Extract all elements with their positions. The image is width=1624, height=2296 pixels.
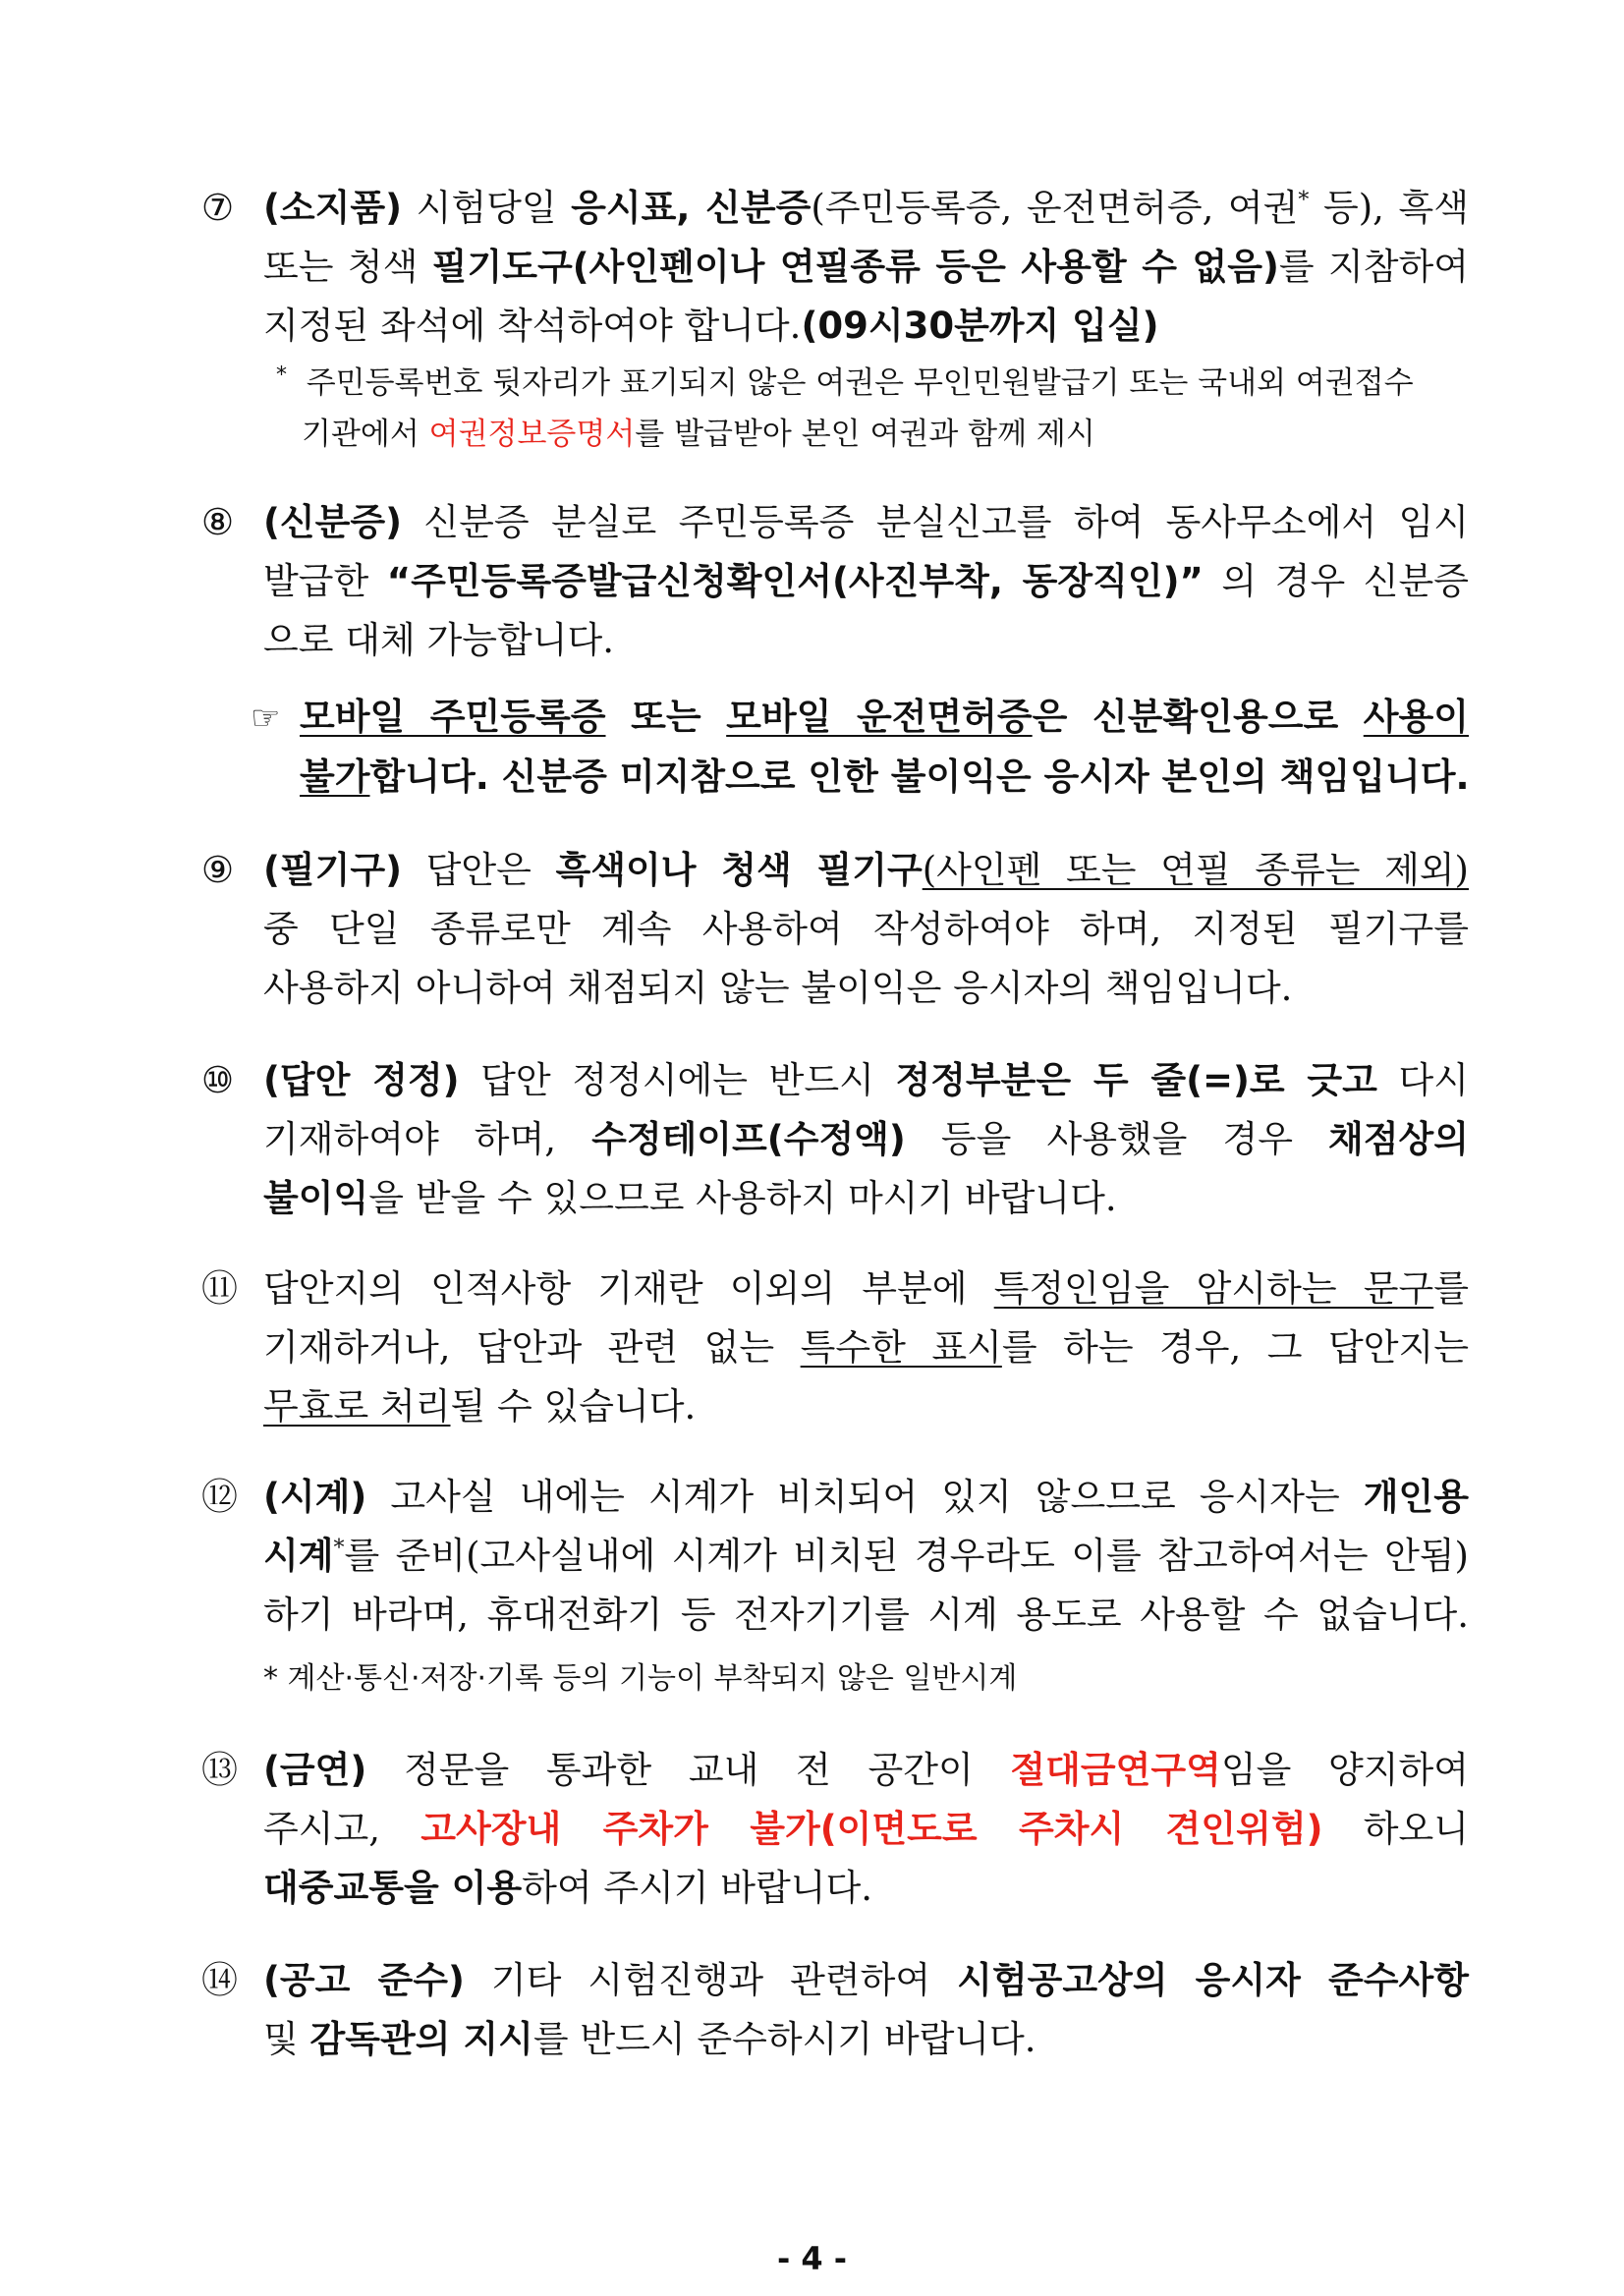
footnote-text: * 계산·통신·저장·기록 등의 기능이 부착되지 않은 일반시계 (263, 1661, 1018, 1696)
underlined-text: 특수한 표시 (800, 1326, 1002, 1369)
item-12 (201, 1468, 1469, 1704)
emphasis: 흑색이나 청색 필기구 (555, 849, 923, 891)
item-heading: (금연) (263, 1749, 367, 1791)
text: 를 지참하여 (1278, 246, 1469, 288)
text: 및 (263, 2018, 310, 2060)
emphasis: 감독관의 지시 (309, 2018, 533, 2060)
highlight-emphasis: 절대금연구역 (1010, 1749, 1221, 1791)
item-11 (201, 1260, 1469, 1436)
item-number: ⑫ (201, 1476, 238, 1518)
item-number: ⑧ (201, 501, 235, 543)
text: 답안 정정시에는 반드시 (459, 1059, 896, 1101)
emphasis: 채점상의 (1328, 1118, 1469, 1160)
underlined-text: 특정인임을 암시하는 문구 (993, 1267, 1434, 1310)
note-mark: * (276, 363, 287, 388)
item-heading: (신분증) (263, 501, 403, 543)
text: 하여 주시기 바랍니다. (522, 1867, 873, 1909)
item-8 (201, 493, 1469, 807)
item-7 (201, 179, 1469, 460)
emphasis: 불이익 (263, 1177, 369, 1219)
emphasis: 시계 (263, 1535, 334, 1577)
item-number: ⑪ (201, 1267, 238, 1310)
item-heading: (공고 준수) (263, 1959, 465, 2001)
footnote-mark: * (333, 1536, 345, 1561)
item-heading: (답안 정정) (263, 1059, 460, 1101)
text: 하오니 (1322, 1808, 1469, 1850)
text: 를 준비(고사실내에 시계가 비치된 경우라도 이를 참고하여서는 안됨) (344, 1535, 1469, 1577)
item-number: ⑩ (201, 1059, 235, 1101)
text: 를 반드시 준수하시기 바랍니다. (532, 2018, 1036, 2060)
text: 하기 바라며, 휴대전화기 등 전자기기를 시계 용도로 사용할 수 없습니다. (263, 1594, 1469, 1636)
text: 될 수 있습니다. (450, 1385, 697, 1428)
item-heading: (시계) (263, 1476, 367, 1518)
note-text: 기관에서 (302, 417, 429, 452)
emphasis: 수정테이프(수정액) (591, 1118, 906, 1160)
text: 답안은 (402, 849, 556, 891)
note-text: 주민등록번호 뒷자리가 표기되지 않은 여권은 무인민원발급기 또는 국내외 여권접수 (306, 365, 1414, 401)
text: 고사실 내에는 시계가 비치되어 있지 않으므로 응시자는 (366, 1476, 1364, 1518)
text: 기재하거나, 답안과 관련 없는 (263, 1326, 801, 1369)
text: 의 경우 신분증 (1203, 560, 1469, 602)
emphasis: “주민등록증발급신청확인서(사진부착, 동장직인)” (386, 560, 1204, 602)
item-number: ⑬ (201, 1749, 238, 1791)
item-9 (201, 841, 1469, 1018)
text: 중 단일 종류로만 계속 사용하여 작성하여야 하며, 지정된 필기구를 (263, 908, 1469, 950)
item-13 (201, 1741, 1469, 1918)
text: 기타 시험진행과 관련하여 (464, 1959, 958, 2001)
text: 또는 (605, 696, 727, 738)
text: 등을 사용했을 경우 (905, 1118, 1329, 1160)
text: 으로 대체 가능합니다. (263, 619, 614, 661)
text: 임을 양지하여 (1220, 1749, 1469, 1791)
text: 시험당일 (402, 187, 572, 229)
text: 또는 청색 (263, 246, 432, 288)
text: 합니다. 신분증 미지참으로 인한 불이익은 응시자 본인의 책임입니다. (369, 756, 1470, 798)
note-text: 를 발급받아 본인 여권과 함께 제시 (635, 417, 1095, 452)
item-number: ⑨ (201, 849, 235, 891)
item-heading: (소지품) (263, 187, 403, 229)
emphasis: 시험공고상의 응시자 준수사항 (957, 1959, 1469, 2001)
underlined-text: 불가 (300, 756, 370, 798)
underlined-text: 모바일 운전면허증 (726, 696, 1033, 738)
item-heading: (필기구) (263, 849, 403, 891)
highlight-text: 여권정보증명서 (428, 417, 636, 452)
footnote-mark: * (1298, 188, 1310, 213)
text: 지정된 좌석에 착석하여야 합니다. (263, 305, 802, 347)
underlined-text: 모바일 주민등록증 (300, 696, 606, 738)
item-number: ⑭ (201, 1959, 238, 2001)
page-number: - 4 - (776, 2240, 848, 2277)
text: 은 신분확인용으로 (1032, 696, 1364, 738)
text: 발급한 (263, 560, 387, 602)
text: 신분증 분실로 주민등록증 분실신고를 하여 동사무소에서 임시 (402, 501, 1469, 543)
text: 사용하지 아니하여 채점되지 않는 불이익은 응시자의 책임입니다. (263, 967, 1293, 1009)
pointing-hand-icon: ☞ (251, 699, 281, 738)
underlined-text: (사인펜 또는 연필 종류는 제외) (922, 849, 1469, 891)
item-number: ⑦ (201, 187, 235, 229)
item-14 (201, 1951, 1469, 2069)
emphasis: 응시표, 신분증 (571, 187, 812, 229)
text: 주시고, (263, 1808, 421, 1850)
emphasis: 정정부분은 두 줄(=)로 긋고 (895, 1059, 1377, 1101)
text: 을 받을 수 있으므로 사용하지 마시기 바랍니다. (368, 1177, 1117, 1219)
text: 기재하여야 하며, (263, 1118, 592, 1160)
underlined-text: 사용이 (1363, 696, 1469, 738)
underlined-text: 무효로 처리 (263, 1385, 451, 1428)
text: (주민등록증, 운전면허증, 여권 (811, 187, 1299, 229)
text: 를 하는 경우, 그 답안지는 (1001, 1326, 1469, 1369)
emphasis: 필기도구(사인펜이나 연필종류 등은 사용할 수 없음) (431, 246, 1279, 288)
emphasis: (09시30분까지 입실) (801, 305, 1159, 347)
text: 다시 (1376, 1059, 1470, 1101)
text: 를 (1433, 1267, 1470, 1310)
text: 정문을 통과한 교내 전 공간이 (366, 1749, 1011, 1791)
item-10 (201, 1051, 1469, 1228)
emphasis: 대중교통을 이용 (263, 1867, 523, 1909)
emphasis: 개인용 (1363, 1476, 1469, 1518)
highlight-emphasis: 고사장내 주차가 불가(이면도로 주차시 견인위험) (420, 1808, 1323, 1850)
text: 답안지의 인적사항 기재란 이외의 부분에 (263, 1267, 994, 1310)
text: 등), 흑색 (1309, 187, 1470, 229)
